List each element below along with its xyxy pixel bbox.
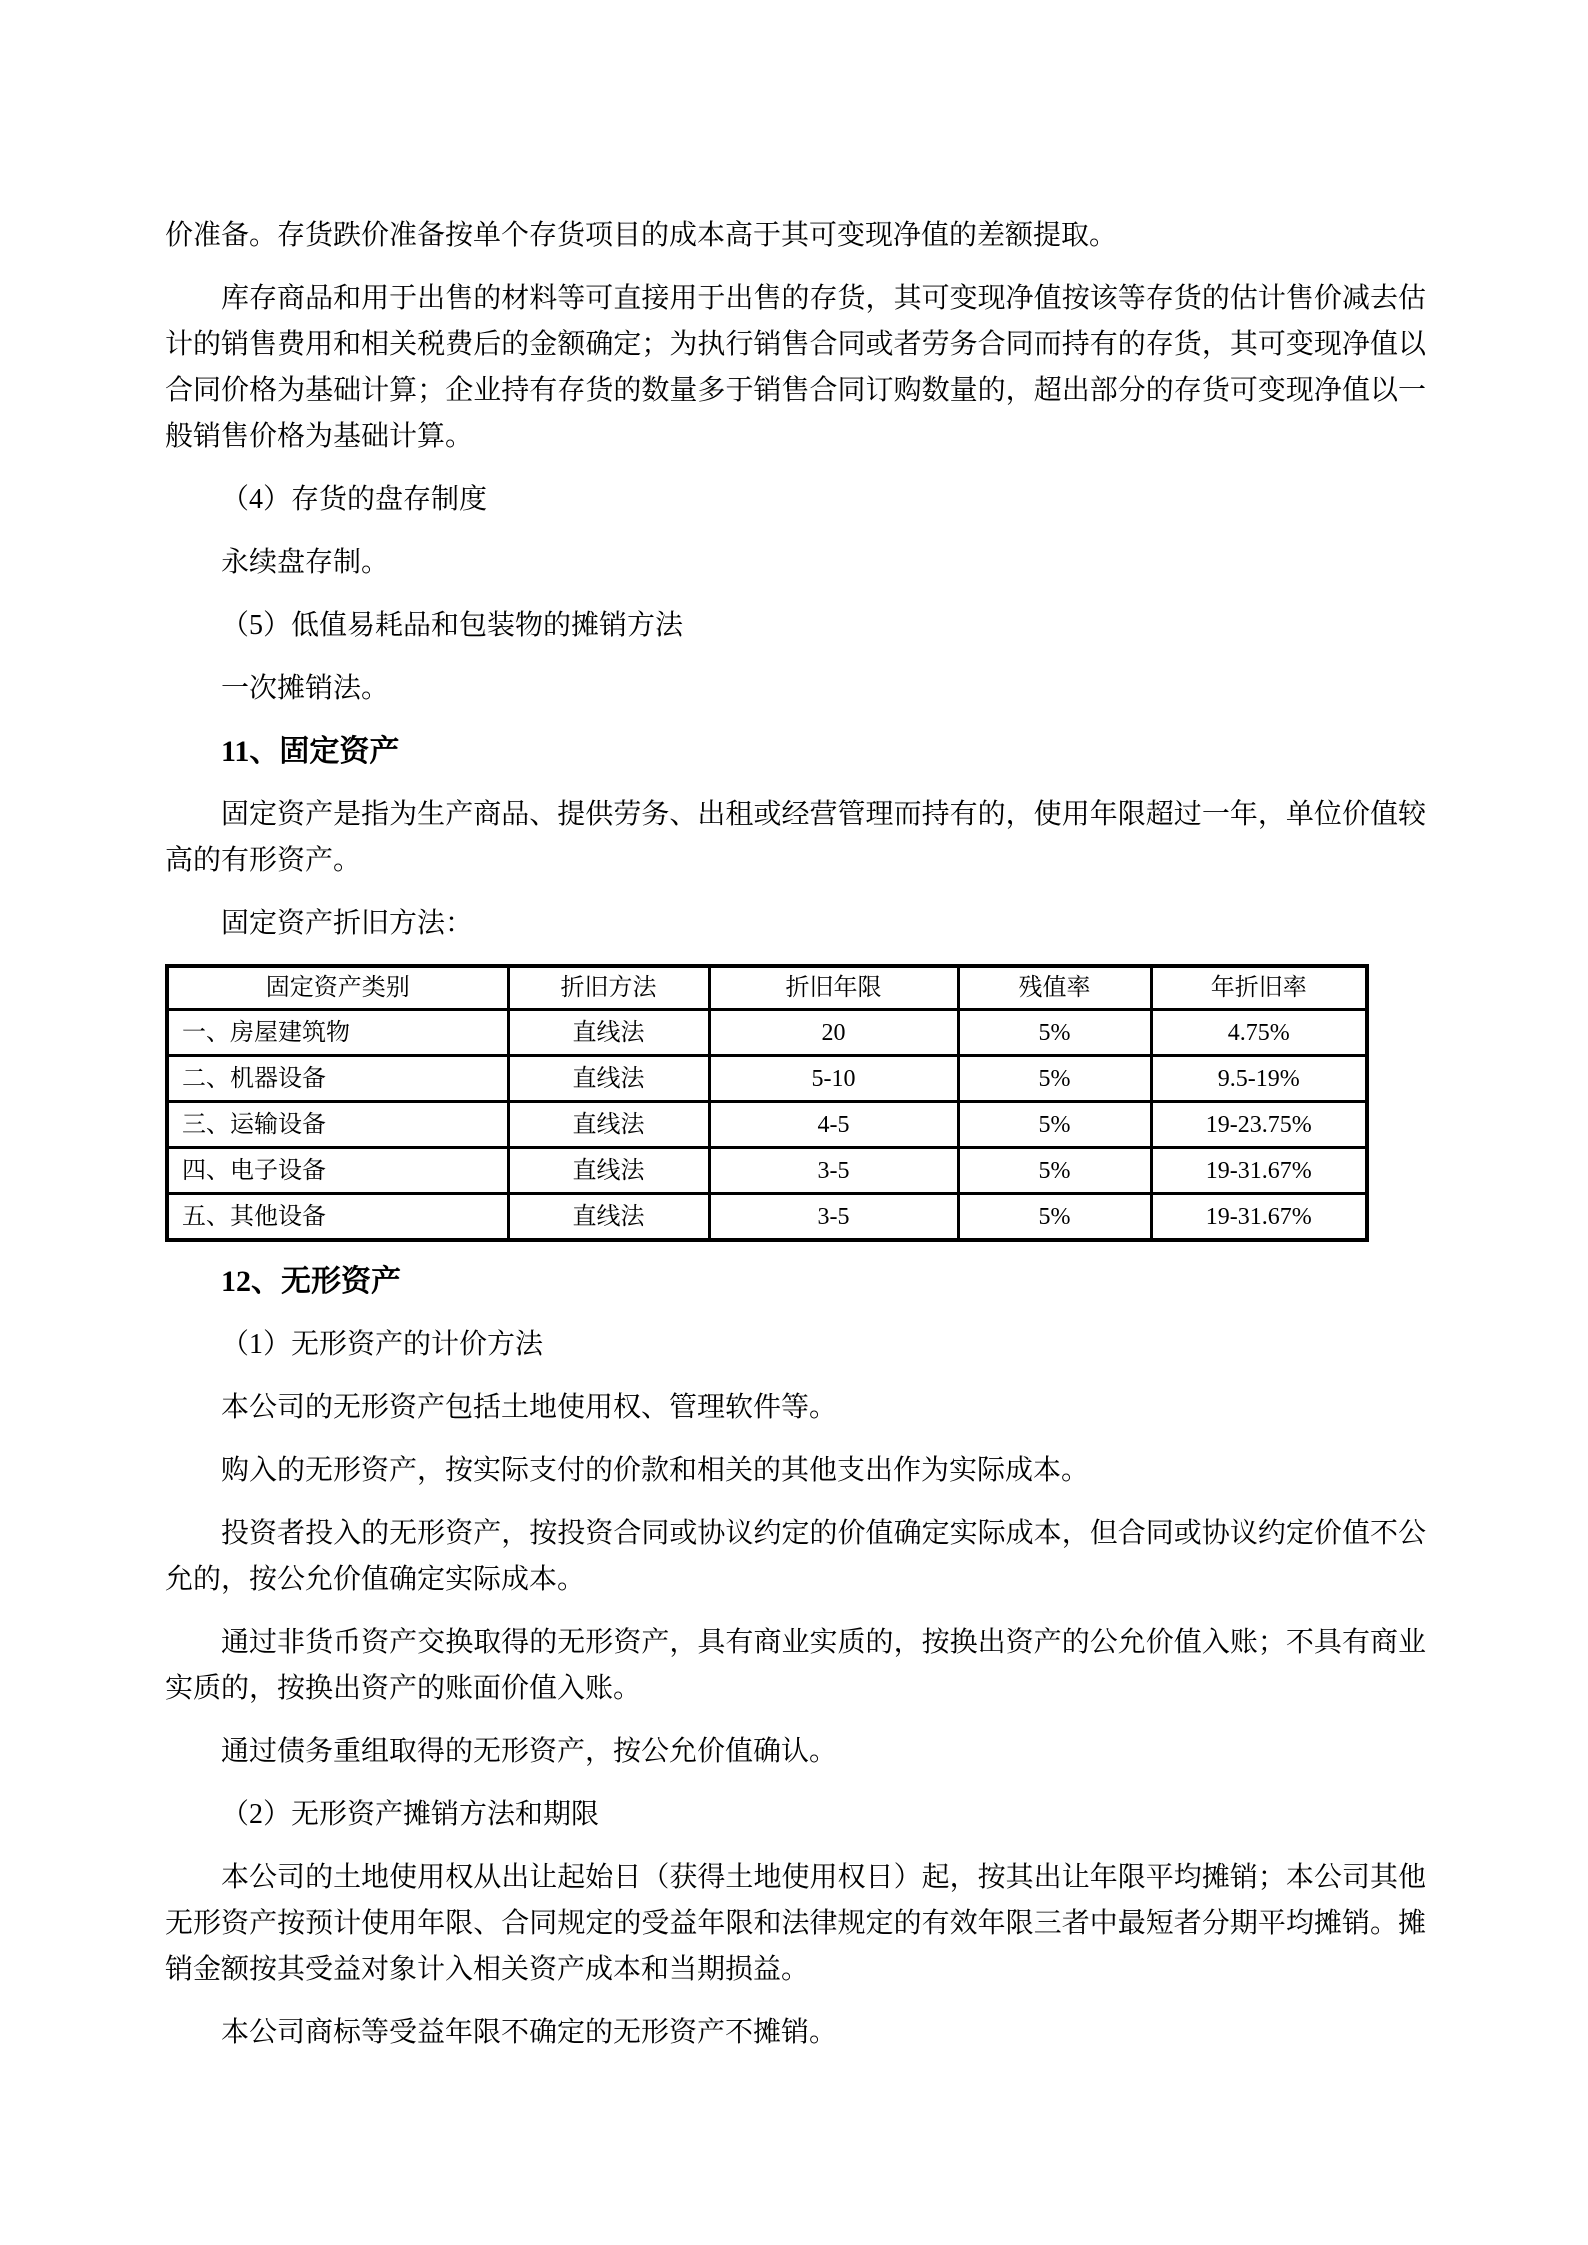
table-row-transport	[167, 1102, 1367, 1148]
paragraph-intangible-nonmonetary-exchange: 通过非货币资产交换取得的无形资产，具有商业实质的，按换出资产的公允价值入账；不具有商业实质的，按换出资产的账面价值入账。	[165, 1627, 1426, 1704]
table-header-depreciation-method: 折旧方法	[508, 966, 709, 1010]
item-heading-inventory-system: （4）存货的盘存制度	[221, 484, 488, 515]
paragraph-fixed-asset-definition: 固定资产是指为生产商品、提供劳务、出租或经营管理而持有的，使用年限超过一年，单位价值较高的有形资产。	[165, 799, 1426, 876]
paragraph-nrv-measurement: 库存商品和用于出售的材料等可直接用于出售的存货，其可变现净值按该等存货的估计售价减去估计的销售费用和相关税费后的金额确定；为执行销售合同或者劳务合同而持有的存货，其可变现净值以合同价格为基础计算；企业持有存货的数量多于销售合同订购数量的，超出部分的存货可变现净值以一般销售价格为基础计算。	[165, 283, 1426, 452]
table-cell: 5%	[958, 1102, 1151, 1148]
item-heading-low-value-consumables: （5）低值易耗品和包装物的摊销方法	[221, 610, 684, 641]
table-cell: 19-23.75%	[1151, 1102, 1367, 1148]
table-cell: 二、机器设备	[167, 1056, 508, 1102]
table-row-machinery	[167, 1056, 1367, 1102]
paragraph-trademark-no-amortization: 本公司商标等受益年限不确定的无形资产不摊销。	[221, 2017, 838, 2048]
table-cell: 5%	[958, 1056, 1151, 1102]
table-cell: 5%	[958, 1010, 1151, 1056]
table-header-residual-rate: 残值率	[958, 966, 1151, 1010]
table-cell: 直线法	[508, 1194, 709, 1241]
paragraph-land-use-amortization: 本公司的土地使用权从出让起始日（获得土地使用权日）起，按其出让年限平均摊销；本公司其他无形资产按预计使用年限、合同规定的受益年限和法律规定的有效年限三者中最短者分期平均摊销。摊销金额按其受益对象计入相关资产成本和当期损益。	[165, 1862, 1426, 1985]
table-header-asset-category: 固定资产类别	[167, 966, 508, 1010]
table-cell: 19-31.67%	[1151, 1148, 1367, 1194]
table-cell: 20	[709, 1010, 958, 1056]
paragraph-intangible-scope: 本公司的无形资产包括土地使用权、管理软件等。	[221, 1392, 838, 1423]
table-cell: 3-5	[709, 1148, 958, 1194]
table-cell: 五、其他设备	[167, 1194, 508, 1241]
table-row-electronics	[167, 1148, 1367, 1194]
table-cell: 9.5-19%	[1151, 1056, 1367, 1102]
table-header-row	[167, 966, 1367, 1010]
table-cell: 4.75%	[1151, 1010, 1367, 1056]
table-header-annual-rate: 年折旧率	[1151, 966, 1367, 1010]
section-heading-intangible-assets: 12、无形资产	[221, 1265, 401, 1298]
paragraph-intangible-investor: 投资者投入的无形资产，按投资合同或协议约定的价值确定实际成本，但合同或协议约定价值不公允的，按公允价值确定实际成本。	[165, 1518, 1426, 1595]
paragraph-one-time-amortization: 一次摊销法。	[221, 673, 390, 704]
paragraph-depreciation-intro: 固定资产折旧方法：	[221, 908, 474, 939]
paragraph-intangible-debt-restructuring: 通过债务重组取得的无形资产，按公允价值确认。	[221, 1736, 838, 1767]
item-heading-intangible-valuation: （1）无形资产的计价方法	[221, 1329, 544, 1360]
table-row-buildings	[167, 1010, 1367, 1056]
table-cell: 5-10	[709, 1056, 958, 1102]
paragraph-perpetual-inventory: 永续盘存制。	[221, 547, 390, 578]
table-cell: 5%	[958, 1148, 1151, 1194]
paragraph-inventory-provision-continuation: 价准备。存货跌价准备按单个存货项目的成本高于其可变现净值的差额提取。	[165, 220, 1118, 251]
table-cell: 三、运输设备	[167, 1102, 508, 1148]
table-cell: 直线法	[508, 1010, 709, 1056]
table-cell: 19-31.67%	[1151, 1194, 1367, 1241]
table-row-other-equipment	[167, 1194, 1367, 1241]
table-cell: 一、房屋建筑物	[167, 1010, 508, 1056]
table-header-depreciation-years: 折旧年限	[709, 966, 958, 1010]
table-cell: 直线法	[508, 1056, 709, 1102]
table-cell: 4-5	[709, 1102, 958, 1148]
table-cell: 3-5	[709, 1194, 958, 1241]
table-cell: 5%	[958, 1194, 1151, 1241]
table-cell: 直线法	[508, 1148, 709, 1194]
paragraph-intangible-purchase: 购入的无形资产，按实际支付的价款和相关的其他支出作为实际成本。	[221, 1455, 1090, 1486]
item-heading-intangible-amortization: （2）无形资产摊销方法和期限	[221, 1799, 600, 1830]
section-heading-fixed-assets: 11、固定资产	[221, 735, 400, 768]
depreciation-table	[165, 964, 1369, 1242]
table-cell: 直线法	[508, 1102, 709, 1148]
table-cell: 四、电子设备	[167, 1148, 508, 1194]
